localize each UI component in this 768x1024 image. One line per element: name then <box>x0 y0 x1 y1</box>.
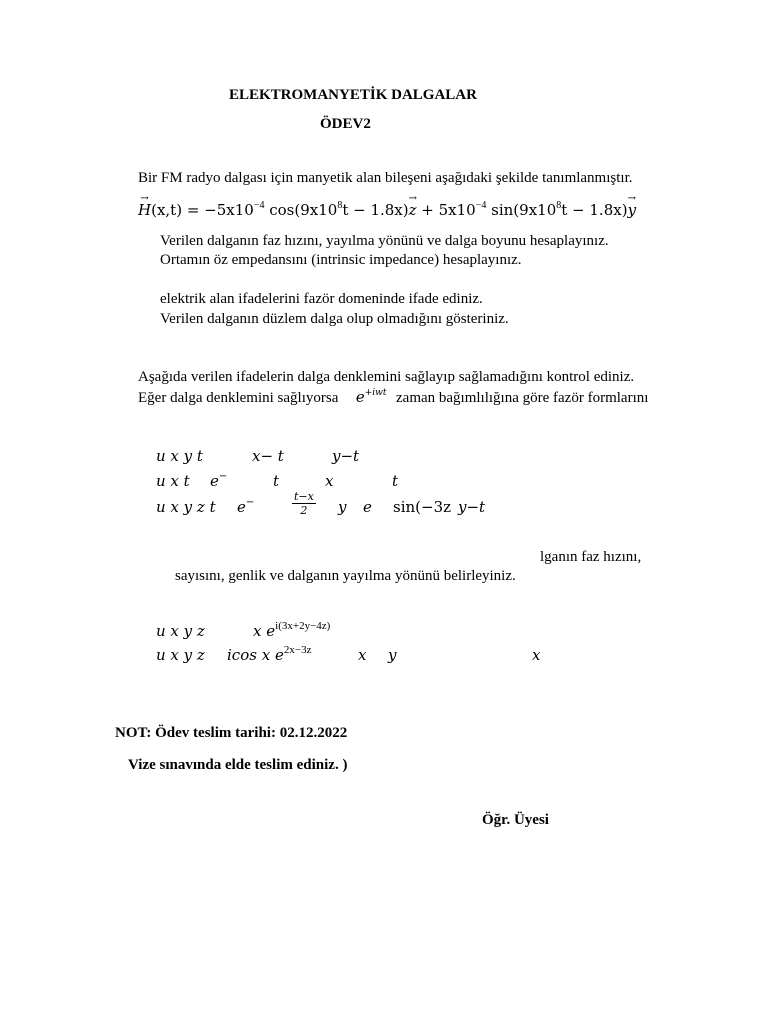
signature: Öğr. Üyesi <box>482 812 549 828</box>
q2-eq3-exp: e− <box>237 497 255 516</box>
q3-eq2-term: x <box>358 646 367 664</box>
y-vector-symbol: → y <box>628 201 636 219</box>
q1-item: Ortamın öz empedansını (intrinsic impedance) hesaplayınız. <box>160 252 522 268</box>
q2-eq1-term: x− t <box>252 447 284 465</box>
q2-eq2-term: t <box>392 472 399 490</box>
exam-note: Vize sınavında elde teslim ediniz. ) <box>128 757 348 773</box>
q2-eq3-term: y−t <box>458 498 486 516</box>
q3-eq2-term: y <box>388 646 397 664</box>
q2-eq3-term: e <box>363 498 372 516</box>
q3-line1: lganın faz hızını, <box>540 549 642 565</box>
q2-eq1-lhs: u x y t <box>156 447 203 465</box>
h-vector-symbol: → H <box>138 201 151 219</box>
q2-eq3-lhs: u x y z t <box>156 498 216 516</box>
q3-eq1-rhs: x $e^{i(3x+2y-4z)}$ <box>253 620 331 640</box>
q2-eq3-term: y <box>338 498 347 516</box>
document-subtitle: ÖDEV2 <box>320 116 371 132</box>
q2-eq2-exp: e− <box>210 471 228 490</box>
q2-eq3-term: sin(−3z <box>393 498 452 516</box>
q2-line2: Eğer dalga denklemini sağlıyorsa $e^{+iwt}$ zaman bağımlılığına göre fazör formlarını <box>138 388 649 406</box>
q2-eq2-term: x <box>325 472 334 490</box>
exp-term: e <box>355 388 365 406</box>
q3-eq1-lhs: u x y z <box>156 622 205 640</box>
q2-eq3-fraction: $\frac{t-x}{2}$ <box>294 490 314 517</box>
q1-item: Verilen dalganın faz hızını, yayılma yönünü ve dalga boyunu hesaplayınız. <box>160 233 609 249</box>
q2-eq1-term: y−t <box>332 447 360 465</box>
z-vector-symbol: → z <box>409 201 417 219</box>
q2-eq2-term: t <box>273 472 280 490</box>
q1-item: Verilen dalganın düzlem dalga olup olmadığını gösteriniz. <box>160 311 509 327</box>
q1-item: elektrik alan ifadelerini fazör domeninde ifade ediniz. <box>160 291 483 307</box>
document-title: ELEKTROMANYETİK DALGALAR <box>229 87 477 103</box>
q3-eq2-lhs: u x y z <box>156 646 205 664</box>
q3-eq2-rhs: icos x $e^{2x-3z}$ <box>227 644 312 664</box>
q3-line2: sayısını, genlik ve dalganın yayılma yönünü belirleyiniz. <box>175 568 516 584</box>
deadline-note: NOT: Ödev teslim tarihi: 02.12.2022 <box>115 725 348 741</box>
q2-eq2-lhs: u x t <box>156 472 190 490</box>
q3-eq2-term: x <box>532 646 541 664</box>
q1-intro: Bir FM radyo dalgası için manyetik alan bileşeni aşağıdaki şekilde tanımlanmıştır. <box>138 170 633 186</box>
q2-line1: Aşağıda verilen ifadelerin dalga denklemini sağlayıp sağlamadığını kontrol ediniz. <box>138 369 635 385</box>
q1-equation: → $H(x,t) = -5x10^{-4}$ $\cos(9x10^8t - 1.8x)\to z + 5x10^{-4}$ $\sin(9x10^8t - 1.8x)\to y$ <box>138 201 636 222</box>
